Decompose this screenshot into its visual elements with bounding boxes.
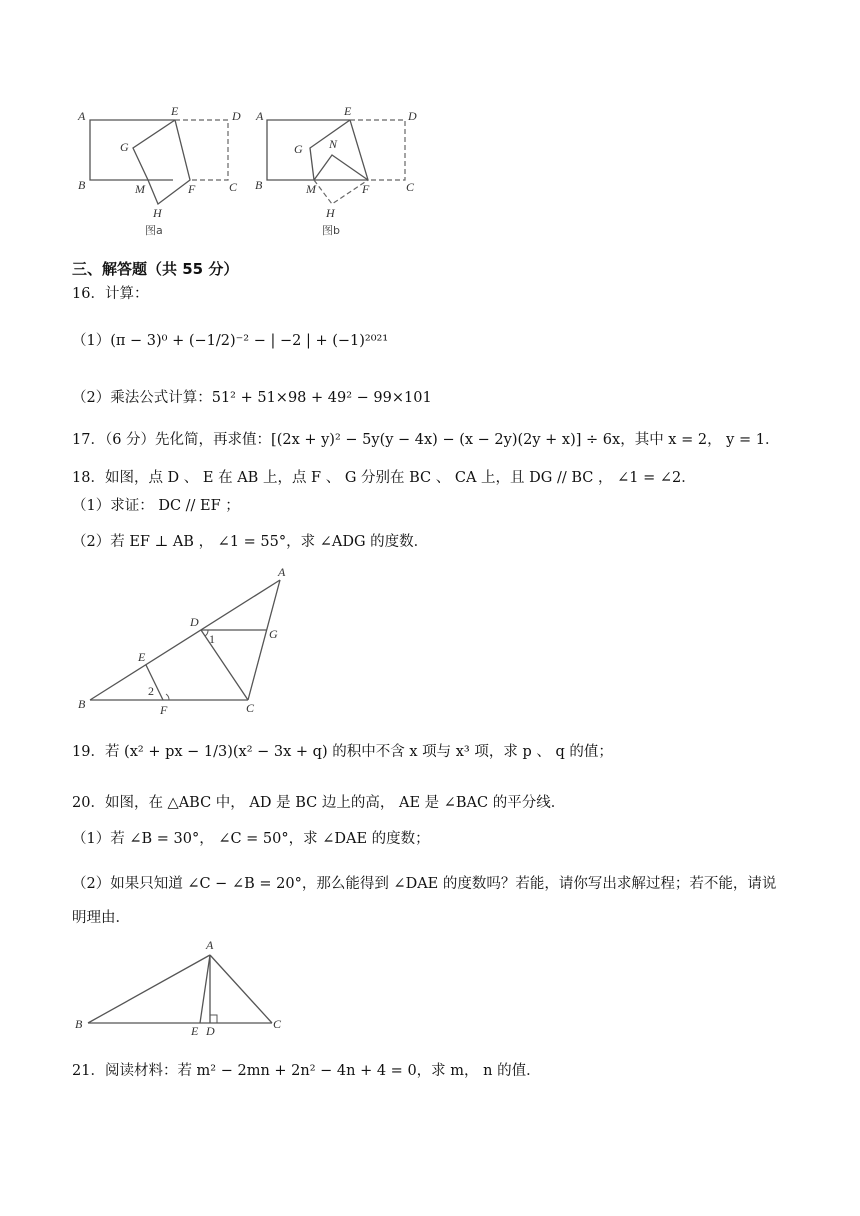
q20-point-C: C [273, 1017, 282, 1031]
fig-a-point-M: M [135, 182, 145, 196]
question-16-stem: 16．计算： [72, 286, 149, 302]
fig-b-point-C: C [406, 180, 415, 194]
question-19: 19．若 (x² + px − 1/3)(x² − 3x + q) 的积中不含 x 项与 x³ 项，求 p 、 q 的值； [72, 744, 613, 760]
q20-point-A: A [206, 938, 214, 952]
q20-point-E: E [191, 1024, 199, 1035]
question-20-part-2-line-1: （2）如果只知道 ∠C − ∠B = 20°，那么能得到 ∠DAE 的度数吗？若能，请你写出求解过程；若不能，请说 [72, 876, 777, 892]
fig-b-point-H: H [326, 206, 335, 220]
fig-b-point-A: A [256, 109, 264, 123]
fig-a-point-F: F [188, 182, 196, 196]
fig-b-point-E: E [344, 104, 352, 118]
fig-b-point-B: B [255, 178, 263, 192]
fig-a-point-H: H [153, 206, 162, 220]
fig-b-point-M: M [306, 182, 316, 196]
q18-angle-1-label: 1 [209, 632, 215, 646]
figure-q18-triangle [70, 562, 300, 722]
question-20-part-1: （1）若 ∠B = 30°， ∠C = 50°，求 ∠DAE 的度数； [72, 831, 430, 847]
question-20-part-2-line-2: 明理由． [72, 910, 130, 926]
fig-a-point-B: B [78, 178, 86, 192]
question-21: 21．阅读材料：若 m² − 2mn + 2n² − 4n + 4 = 0，求 m， n 的值． [72, 1063, 541, 1079]
fig-b-point-F: F [362, 182, 370, 196]
figure-folding-rectangles [70, 100, 430, 245]
question-18-part-1: （1）求证： DC // EF ； [72, 498, 240, 514]
fig-a-point-A: A [78, 109, 86, 123]
question-18-stem: 18．如图，点 D 、 E 在 AB 上，点 F 、 G 分别在 BC 、 CA 上，且 DG // BC ， ∠1 = ∠2． [72, 470, 696, 486]
question-20-stem: 20．如图，在 △ABC 中， AD 是 BC 边上的高， AE 是 ∠BAC 的平分线． [72, 795, 566, 811]
fig-b-point-G: G [294, 142, 303, 156]
question-17: 17．（6 分）先化简，再求值：[(2x + y)² − 5y(y − 4x) − (x − 2y)(2y + x)] ÷ 6x，其中 x = 2， y = 1． [72, 432, 780, 448]
section-heading: 三、解答题（共 55 分） [72, 260, 239, 278]
fig-a-point-E: E [171, 104, 179, 118]
fig-a-point-C: C [229, 180, 238, 194]
q18-point-E: E [138, 650, 146, 664]
fig-a-point-D: D [232, 109, 241, 123]
q20-point-D: D [206, 1024, 215, 1035]
figure-a [77, 104, 241, 220]
question-16-part-1: （1）(π − 3)⁰ + (−1/2)⁻² − | −2 | + (−1)²⁰²¹ [72, 333, 389, 349]
q20-point-B: B [75, 1017, 83, 1031]
q18-point-F: F [160, 703, 168, 717]
question-16-part-2: （2）乘法公式计算：51² + 51×98 + 49² − 99×101 [72, 390, 432, 406]
fig-a-point-G: G [120, 140, 129, 154]
q18-point-D: D [190, 615, 199, 629]
q18-point-G: G [269, 627, 278, 641]
figure-q20-triangle [70, 935, 295, 1035]
fig-b-point-D: D [408, 109, 417, 123]
figure-a-caption: 图a [145, 224, 163, 237]
figure-b-caption: 图b [322, 224, 340, 237]
q18-point-C: C [246, 701, 255, 715]
q18-angle-2-label: 2 [148, 684, 154, 698]
q18-point-B: B [78, 697, 86, 711]
figure-b [255, 104, 417, 220]
q18-point-A: A [278, 565, 286, 579]
fig-b-point-N: N [329, 137, 338, 151]
question-18-part-2: （2）若 EF ⊥ AB ， ∠1 = 55°，求 ∠ADG 的度数． [72, 534, 429, 550]
